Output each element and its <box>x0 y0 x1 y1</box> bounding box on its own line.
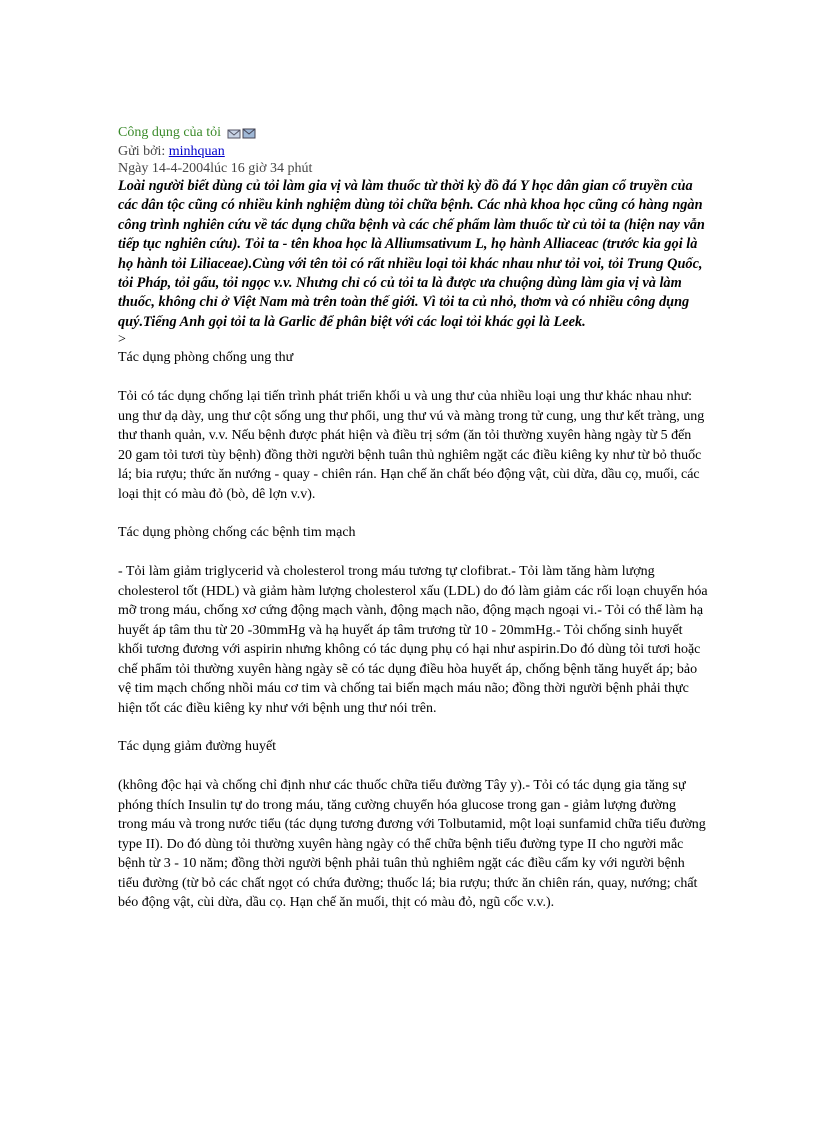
sender-label: Gửi bởi: <box>118 144 166 159</box>
article <box>118 123 708 913</box>
section-body-cancer: Tỏi có tác dụng chống lại tiến trình phát triển khối u và ung thư của nhiều loại ung thư khác nhau như: ung thư dạ dày, ung thư cột sống ung thư phổi, ung thư vú và màng trong tử cung, ung thư kết tràng, ung thư thanh quản, v.v. Nếu bệnh được phát hiện và điều trị sớm (ăn tỏi thường xuyên hàng ngày từ 5 đến 20 gam tỏi tươi tùy bệnh) đồng thời người bệnh tuân thủ nghiêm ngặt các điều kiêng ky như từ bỏ thuốc lá; bia rượu; thức ăn nướng - quay - chiên rán. Hạn chế ăn chất béo động vật, cùi dừa, dầu cọ, muối, các loại thịt có màu đỏ (bò, dê lợn v.v). <box>118 389 705 502</box>
section-body-cardio: - Tỏi làm giảm triglycerid và cholesterol trong máu tương tự clofibrat.- Tỏi làm tăng hàm lượng cholesterol tốt (HDL) và giảm hàm lượng cholesterol xấu (LDL) do đó làm giảm các rối loạn chuyển hóa mỡ trong máu, chống xơ cứng động mạch vành, động mạch não, động mạch ngoại vi.- Tỏi có thể làm hạ huyết áp tâm thu từ 20 -30mmHg và hạ huyết áp tâm trương từ 10 - 20mmHg.- Tỏi chống sinh huyết khối tương đương với aspirin nhưng không có tác dụng phụ có hại như aspirin.Do đó dùng tỏi tươi hoặc chế phẩm tỏi thường xuyên hàng ngày sẽ có tác dụng điều hòa huyết áp, chống bệnh tăng huyết áp; bảo vệ tim mạch chống nhồi máu cơ tim và chống tai biến mạch máu não; đồng thời người bệnh phải thực hiện tốt các điều kiêng ky như với bệnh ung thư nói trên. <box>118 564 708 716</box>
post-title-row <box>118 123 708 143</box>
section-heading-cancer: Tác dụng phòng chống ung thư <box>118 350 294 366</box>
sender-line <box>118 143 708 160</box>
section-heading-glucose: Tác dụng giảm đường huyết <box>118 739 277 755</box>
post-title: Công dụng của tỏi <box>118 125 222 140</box>
section-body-glucose: (không độc hại và chống chỉ định như các thuốc chữa tiểu đường Tây y).- Tỏi có tác dụng gia tăng sự phóng thích Insulin tự do trong máu, tăng cường chuyển hóa glucose trong gan - giảm lượng đường trong máu và trong nước tiểu (tác dụng tương đương với Tolbutamid, một loại sunfamid chữa tiểu đường type II). Do đó dùng tỏi thường xuyên hàng ngày có thể chữa bệnh tiểu đường type II cho người mắc bệnh từ 3 - 10 năm; đồng thời người bệnh phải tuân thủ nghiêm ngặt các điều cấm ky với người bệnh tiểu đường (từ bỏ các chất ngọt có chứa đường; thuốc lá; bia rượu; thức ăn chiên rán, quay, nướng; chất béo động vật, cùi dừa, dầu cọ. Hạn chế ăn muối, thịt có màu đỏ, ngũ cốc v.v.). <box>118 778 706 911</box>
section-heading-cardio: Tác dụng phòng chống các bệnh tim mạch <box>118 525 356 541</box>
quote-marker: > <box>118 332 126 348</box>
envelope-icon <box>227 127 257 140</box>
intro-paragraph: Loài người biết dùng củ tỏi làm gia vị và làm thuốc từ thời kỳ đồ đá Y học dân gian cổ truyền của các dân tộc cũng có nhiều kinh nghiệm dùng tỏi chữa bệnh. Các nhà khoa học cũng có hàng ngàn công trình nghiên cứu về tác dụng chữa bệnh và các chế phẩm làm thuốc từ củ tỏi ta (hiện nay vẫn tiếp tục nghiên cứu). Tỏi ta - tên khoa học là Alliumsativum L, họ hành Alliaceac (trước kia gọi là họ hành tỏi Liliaceae).Cùng với tên tỏi có rất nhiều loại tỏi khác nhau như tỏi voi, tỏi Trung Quốc, tỏi Pháp, tỏi gấu, tỏi ngọc v.v. Nhưng chỉ có củ tỏi ta là được ưa chuộng dùng làm gia vị và làm thuốc, không chỉ ở Việt Nam mà trên toàn thế giới. Vì tỏi ta củ nhỏ, thơm và có nhiều công dụng quý.Tiếng Anh gọi tỏi ta là Garlic để phân biệt với các loại tỏi khác gọi là Leek. <box>118 178 705 330</box>
author-link[interactable]: minhquan <box>168 144 225 159</box>
post-date: Ngày 14-4-2004lúc 16 giờ 34 phút <box>118 161 313 176</box>
